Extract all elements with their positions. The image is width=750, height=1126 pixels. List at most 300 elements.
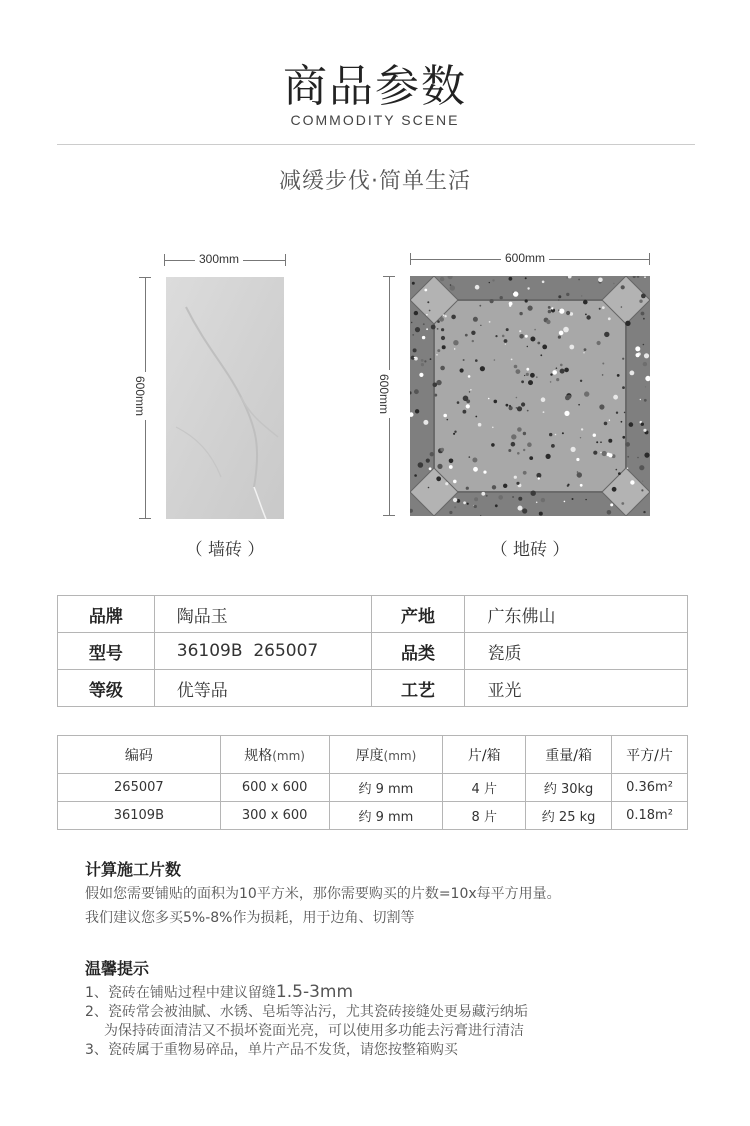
speckle bbox=[516, 397, 518, 399]
speckle bbox=[607, 510, 612, 515]
speckle bbox=[538, 477, 540, 479]
wall-height-label: 600mm bbox=[133, 372, 147, 420]
speckle bbox=[549, 433, 552, 436]
speckle bbox=[433, 383, 438, 388]
speckle bbox=[449, 459, 454, 464]
table-cell: 约 25 kg bbox=[526, 802, 612, 830]
speckle bbox=[424, 289, 427, 292]
speckle bbox=[437, 320, 440, 323]
speckle bbox=[475, 285, 480, 290]
speckle bbox=[512, 291, 514, 293]
tip-line-3: 3、瓷砖属于重物易碎品，单片产品不发货，请您按整箱购买 bbox=[85, 1042, 458, 1058]
speckle bbox=[512, 496, 514, 498]
speckle bbox=[434, 394, 437, 397]
speckle bbox=[521, 402, 525, 406]
gap-value: 1.5-3mm bbox=[275, 982, 354, 1002]
spec-key: 品牌 bbox=[58, 596, 155, 633]
speckle bbox=[593, 434, 596, 437]
speckle bbox=[492, 485, 496, 489]
speckle bbox=[622, 358, 624, 360]
column-header: 重量/箱 bbox=[526, 736, 612, 774]
speckle bbox=[585, 314, 587, 316]
speckle bbox=[492, 427, 494, 429]
speckle bbox=[636, 353, 640, 357]
speckle bbox=[467, 503, 469, 505]
speckle bbox=[560, 369, 565, 374]
speckle bbox=[517, 406, 522, 411]
speckle bbox=[599, 308, 601, 310]
speckle bbox=[567, 485, 569, 487]
speckle bbox=[569, 345, 574, 350]
speckle bbox=[511, 434, 516, 439]
speckle bbox=[429, 467, 432, 470]
speckle bbox=[414, 474, 417, 477]
speckle bbox=[468, 375, 471, 378]
speckle bbox=[558, 336, 561, 339]
speckle bbox=[474, 497, 478, 501]
speckle bbox=[509, 305, 511, 307]
speckle bbox=[602, 363, 604, 365]
wall-caption: （ 墙砖 ） bbox=[185, 540, 265, 560]
speckle bbox=[518, 506, 523, 511]
speckle bbox=[514, 476, 517, 479]
wall-tile-image bbox=[166, 277, 284, 519]
speckle bbox=[441, 336, 445, 340]
speckle bbox=[550, 381, 552, 383]
speckle bbox=[621, 306, 623, 308]
speckle bbox=[621, 502, 624, 505]
speckle bbox=[541, 397, 546, 402]
floor-tile-image bbox=[410, 276, 650, 516]
speckle bbox=[428, 487, 430, 489]
table-cell: 600 x 600 bbox=[220, 774, 329, 802]
speckle bbox=[643, 362, 647, 366]
speckle bbox=[414, 389, 419, 394]
speckle bbox=[436, 476, 441, 481]
speckle bbox=[621, 421, 623, 423]
floor-width-label: 600mm bbox=[501, 251, 549, 265]
speckle bbox=[609, 420, 610, 421]
speckle bbox=[509, 277, 513, 281]
speckle bbox=[639, 300, 642, 303]
speckle bbox=[453, 340, 458, 345]
spec-table bbox=[57, 595, 688, 707]
speckle bbox=[610, 503, 613, 506]
speckle bbox=[558, 299, 560, 301]
speckle bbox=[502, 335, 505, 338]
speckle bbox=[522, 508, 527, 513]
speckle bbox=[505, 344, 506, 345]
speckle bbox=[415, 409, 419, 413]
speckle bbox=[546, 454, 551, 459]
speckle bbox=[429, 310, 431, 312]
speckle bbox=[618, 472, 621, 475]
speckle bbox=[567, 395, 571, 399]
speckle bbox=[472, 458, 477, 463]
speckle bbox=[454, 431, 456, 433]
speckle bbox=[474, 505, 477, 508]
speckle bbox=[571, 447, 576, 452]
speckle bbox=[437, 349, 440, 352]
speckle bbox=[527, 410, 529, 412]
speckle bbox=[517, 427, 522, 432]
speckle bbox=[625, 442, 630, 447]
speckle bbox=[597, 341, 601, 345]
speckle bbox=[511, 442, 516, 447]
speckle bbox=[436, 380, 441, 385]
speckle bbox=[643, 344, 645, 346]
speckle bbox=[480, 325, 481, 326]
speckle bbox=[441, 328, 444, 331]
speckle bbox=[414, 357, 416, 359]
speckle bbox=[506, 328, 509, 331]
speckle bbox=[421, 359, 424, 362]
speckle bbox=[644, 276, 646, 278]
floor-caption: （ 地砖 ） bbox=[490, 540, 570, 560]
speckle bbox=[643, 318, 645, 320]
speckle bbox=[598, 278, 603, 283]
speckle bbox=[599, 404, 604, 409]
speckle bbox=[422, 336, 425, 339]
speckle bbox=[585, 499, 586, 500]
spec-key: 工艺 bbox=[371, 670, 465, 707]
speckle bbox=[644, 399, 647, 402]
spec-value: 广东佛山 bbox=[465, 596, 688, 633]
speckle bbox=[600, 452, 601, 453]
column-header: 编码 bbox=[58, 736, 221, 774]
speckle bbox=[517, 452, 520, 455]
speckle bbox=[645, 386, 646, 387]
speckle bbox=[466, 487, 469, 490]
speckle bbox=[439, 317, 444, 322]
table-header-row bbox=[58, 736, 688, 774]
spec-value: 陶品玉 bbox=[154, 596, 371, 633]
speckle bbox=[612, 487, 617, 492]
table-cell: 0.36m² bbox=[612, 774, 688, 802]
speckle bbox=[426, 459, 430, 463]
table-cell: 约 9 mm bbox=[329, 774, 443, 802]
speckle bbox=[586, 315, 590, 319]
speckle bbox=[616, 412, 618, 414]
speckle bbox=[463, 359, 465, 361]
speckle bbox=[473, 317, 478, 322]
speckle bbox=[622, 386, 625, 389]
page-title: 商品参数 bbox=[283, 61, 467, 112]
speckle bbox=[528, 306, 533, 311]
speckle bbox=[580, 380, 582, 382]
speckle bbox=[500, 296, 503, 299]
speckle bbox=[495, 504, 498, 507]
speckle bbox=[450, 285, 455, 290]
tip-line-2: 2、瓷砖常会被油腻、水锈、皂垢等沾污，尤其瓷砖接缝处更易藏污纳垢 bbox=[85, 1004, 528, 1020]
speckle bbox=[641, 489, 643, 491]
table-cell: 4 片 bbox=[443, 774, 526, 802]
speckle bbox=[450, 284, 452, 286]
speckle bbox=[539, 512, 543, 516]
speckle bbox=[443, 314, 445, 316]
speckle bbox=[641, 423, 644, 426]
speckle bbox=[457, 401, 460, 404]
speckle bbox=[419, 373, 423, 377]
speckle bbox=[525, 335, 528, 338]
speckle bbox=[506, 404, 509, 407]
speckle bbox=[440, 448, 444, 452]
speckle bbox=[583, 352, 584, 353]
speckle bbox=[470, 389, 472, 391]
speckle bbox=[548, 306, 551, 309]
speckle bbox=[616, 469, 618, 471]
speckle bbox=[617, 374, 620, 377]
speckle bbox=[608, 317, 611, 320]
speckle bbox=[418, 462, 424, 468]
table-cell: 265007 bbox=[58, 774, 221, 802]
speckle bbox=[551, 444, 555, 448]
speckle bbox=[479, 305, 481, 307]
size-table bbox=[57, 735, 688, 830]
speckle bbox=[635, 346, 640, 351]
speckle bbox=[523, 432, 526, 435]
speckle bbox=[583, 300, 588, 305]
speckle bbox=[516, 482, 519, 485]
speckle bbox=[572, 498, 574, 500]
spec-value: 瓷质 bbox=[465, 633, 688, 670]
speckle bbox=[460, 368, 464, 372]
speckle bbox=[480, 366, 485, 371]
speckle bbox=[424, 360, 426, 362]
speckle bbox=[604, 332, 609, 337]
speckle bbox=[525, 299, 528, 302]
speckle bbox=[511, 359, 513, 361]
speckle bbox=[451, 315, 456, 320]
speckle bbox=[427, 301, 429, 303]
table-cell: 8 片 bbox=[443, 802, 526, 830]
spec-key: 产地 bbox=[371, 596, 465, 633]
speckle bbox=[639, 465, 644, 470]
speckle bbox=[608, 439, 612, 443]
spec-value: 优等品 bbox=[154, 670, 371, 707]
speckle bbox=[463, 501, 466, 504]
speckle bbox=[629, 422, 634, 427]
speckle bbox=[556, 367, 558, 369]
speckle bbox=[643, 429, 646, 432]
speckle bbox=[528, 380, 533, 385]
speckle bbox=[578, 404, 580, 406]
speckle bbox=[577, 471, 579, 473]
calc-line-2: 我们建议您多买5%-8%作为损耗，用于边角、切割等 bbox=[85, 910, 415, 926]
speckle bbox=[644, 353, 649, 358]
speckle bbox=[492, 279, 494, 281]
speckle bbox=[423, 420, 428, 425]
speckle bbox=[494, 359, 496, 361]
speckle bbox=[527, 346, 528, 347]
speckle bbox=[622, 436, 625, 439]
table-row bbox=[58, 670, 688, 707]
speckle bbox=[454, 348, 455, 349]
speckle bbox=[625, 321, 630, 326]
speckle bbox=[413, 348, 417, 352]
speckle bbox=[430, 452, 434, 456]
speckle bbox=[415, 327, 420, 332]
speckle bbox=[542, 281, 545, 284]
speckle bbox=[621, 285, 625, 289]
speckle bbox=[555, 434, 557, 436]
speckle bbox=[469, 456, 471, 458]
speckle bbox=[608, 453, 612, 457]
calc-line-1: 假如您需要铺贴的面积为10平方米，那你需要购买的片数=10x每平方用量。 bbox=[85, 886, 561, 902]
speckle bbox=[453, 480, 457, 484]
speckle bbox=[469, 391, 470, 392]
speckle bbox=[447, 419, 449, 421]
calc-title: 计算施工片数 bbox=[85, 860, 182, 879]
speckle bbox=[637, 457, 639, 459]
speckle bbox=[602, 374, 604, 376]
page-subtitle: COMMODITY SCENE bbox=[290, 112, 460, 128]
speckle bbox=[491, 443, 495, 447]
speckle bbox=[453, 433, 455, 435]
speckle bbox=[436, 354, 438, 356]
speckle bbox=[584, 348, 587, 351]
tips-title: 温馨提示 bbox=[85, 959, 150, 978]
speckle bbox=[560, 364, 563, 367]
speckle bbox=[642, 481, 643, 482]
speckle bbox=[486, 495, 488, 497]
speckle bbox=[552, 370, 557, 375]
speckle bbox=[567, 277, 568, 278]
speckle bbox=[478, 423, 482, 427]
table-cell: 300 x 600 bbox=[220, 802, 329, 830]
column-header: 片/箱 bbox=[443, 736, 526, 774]
speckle bbox=[463, 410, 467, 414]
speckle bbox=[503, 484, 507, 488]
speckle bbox=[412, 282, 415, 285]
speckle bbox=[495, 335, 497, 337]
speckle bbox=[559, 309, 564, 314]
speckle bbox=[443, 414, 447, 418]
speckle bbox=[596, 441, 598, 443]
speckle bbox=[454, 506, 456, 508]
speckle bbox=[602, 306, 605, 309]
speckle bbox=[471, 331, 475, 335]
wall-width-label: 300mm bbox=[195, 252, 243, 266]
column-header: 厚度(mm) bbox=[329, 736, 443, 774]
speckle bbox=[527, 287, 529, 289]
floor-height-label: 600mm bbox=[377, 370, 391, 418]
speckle bbox=[449, 511, 452, 514]
speckle bbox=[414, 311, 418, 315]
table-cell: 0.18m² bbox=[612, 802, 688, 830]
speckle bbox=[613, 395, 618, 400]
speckle bbox=[523, 449, 525, 451]
speckle bbox=[566, 311, 570, 315]
table-cell: 36109B bbox=[58, 802, 221, 830]
tip-line-1: 1、瓷砖在铺贴过程中建议留缝1.5-3mm bbox=[85, 982, 354, 1002]
speckle bbox=[563, 327, 569, 333]
speckle bbox=[550, 373, 552, 375]
speckle bbox=[627, 456, 629, 458]
wall-tile-surface bbox=[166, 277, 284, 519]
spec-value: 36109B 265007 bbox=[154, 633, 371, 670]
speckle bbox=[421, 363, 424, 366]
speckle bbox=[516, 369, 521, 374]
speckle bbox=[548, 310, 551, 313]
speckle bbox=[641, 312, 645, 316]
speckle bbox=[516, 407, 517, 408]
speckle bbox=[430, 358, 432, 360]
speckle bbox=[523, 471, 527, 475]
speckle bbox=[624, 412, 626, 414]
column-header: 平方/片 bbox=[612, 736, 688, 774]
speckle bbox=[525, 277, 527, 279]
speckle bbox=[537, 342, 540, 345]
speckle bbox=[437, 464, 442, 469]
table-row bbox=[58, 774, 688, 802]
speckle bbox=[490, 299, 494, 303]
speckle bbox=[556, 378, 559, 381]
speckle bbox=[472, 340, 474, 342]
speckle bbox=[489, 321, 491, 323]
speckle bbox=[518, 497, 522, 501]
speckle bbox=[526, 373, 529, 376]
speckle bbox=[627, 467, 629, 469]
speckle bbox=[475, 359, 478, 362]
slogan: 减缓步伐·简单生活 bbox=[279, 169, 471, 194]
speckle bbox=[542, 345, 547, 350]
speckle bbox=[431, 325, 436, 330]
speckle bbox=[581, 295, 582, 296]
speckle bbox=[440, 366, 445, 371]
speckle bbox=[488, 398, 490, 400]
speckle bbox=[630, 371, 635, 376]
speckle bbox=[566, 293, 569, 296]
speckle bbox=[643, 511, 645, 513]
speckle bbox=[576, 458, 579, 461]
speckle bbox=[644, 453, 649, 458]
speckle bbox=[527, 442, 532, 447]
speckle bbox=[641, 294, 646, 299]
speckle bbox=[577, 472, 582, 477]
speckle bbox=[564, 368, 569, 373]
speckle bbox=[564, 501, 566, 503]
spec-key: 品类 bbox=[371, 633, 465, 670]
speckle bbox=[483, 471, 486, 474]
speckle bbox=[526, 368, 529, 371]
speckle bbox=[498, 495, 503, 500]
speckle bbox=[581, 428, 583, 430]
speckle bbox=[481, 492, 485, 496]
speckle bbox=[442, 345, 446, 349]
column-header: 规格(mm) bbox=[220, 736, 329, 774]
speckle bbox=[519, 312, 522, 315]
speckle bbox=[412, 334, 414, 336]
speckle bbox=[558, 295, 561, 298]
table-cell: 约 30kg bbox=[526, 774, 612, 802]
speckle bbox=[534, 329, 536, 331]
speckle bbox=[562, 432, 564, 434]
speckle bbox=[604, 422, 608, 426]
divider bbox=[57, 144, 695, 145]
tip-line-2b: 为保持砖面清洁又不损坏瓷面光亮，可以使用多功能去污膏进行清洁 bbox=[104, 1023, 524, 1039]
speckle bbox=[580, 484, 583, 487]
speckle bbox=[531, 491, 536, 496]
speckle bbox=[475, 416, 477, 418]
speckle bbox=[444, 315, 446, 317]
speckle bbox=[564, 411, 569, 416]
speckle bbox=[593, 451, 597, 455]
speckle bbox=[426, 314, 428, 316]
table-row bbox=[58, 633, 688, 670]
speckle bbox=[445, 482, 448, 485]
speckle bbox=[465, 334, 468, 337]
